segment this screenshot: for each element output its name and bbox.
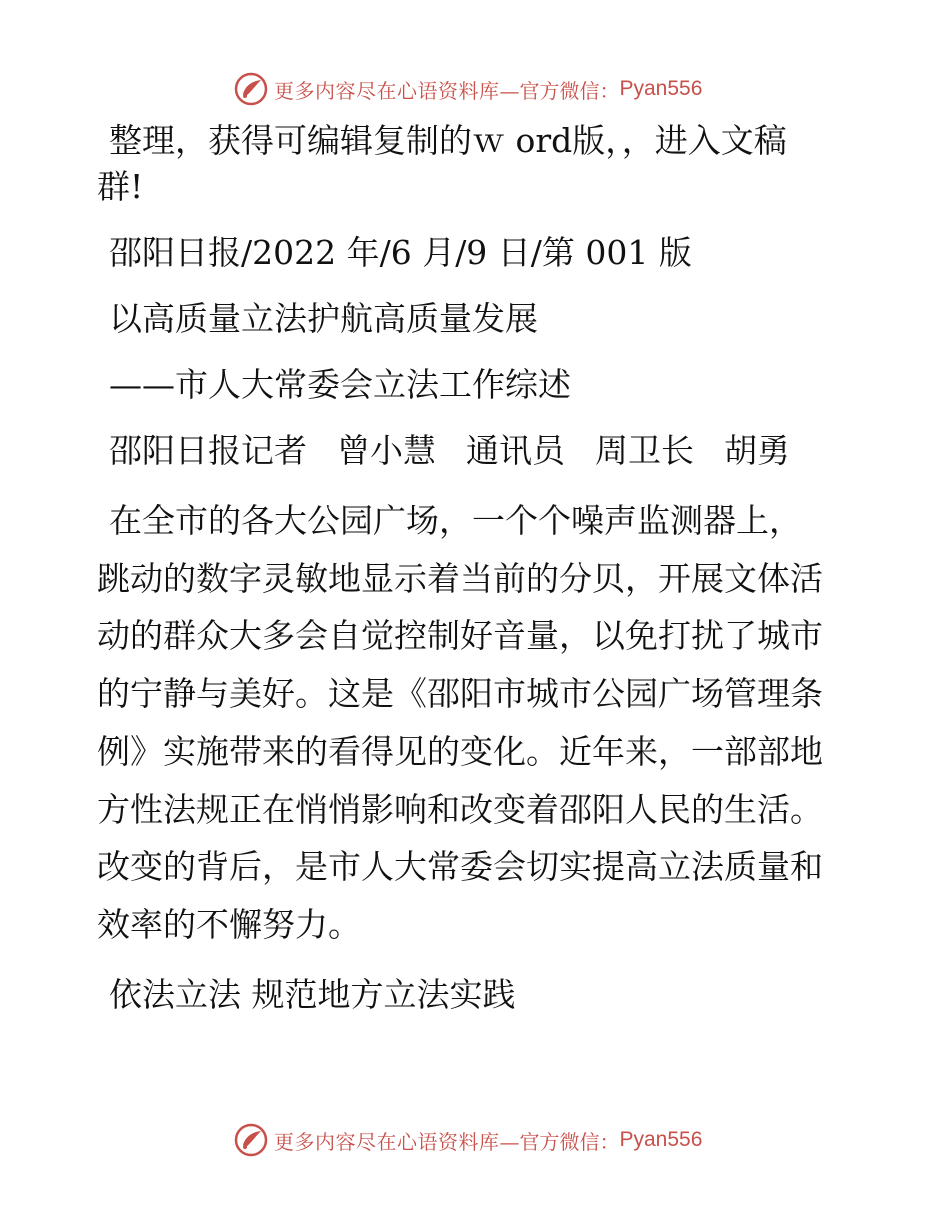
intro-line-2: 群! bbox=[97, 167, 144, 206]
footer-banner bbox=[234, 1123, 702, 1157]
document-body bbox=[97, 118, 857, 1018]
section-heading: 依法立法 规范地方立法实践 bbox=[109, 974, 516, 1014]
logo-icon bbox=[234, 1123, 268, 1157]
banner-text: 更多内容尽在心语资料库 bbox=[274, 78, 500, 103]
body-line: 跳动的数字灵敏地显示着当前的分贝，开展文体活 bbox=[97, 558, 823, 598]
banner-separator: —官方微信： bbox=[499, 78, 620, 103]
body-line: 的宁静与美好。这是《邵阳市城市公园广场管理条 bbox=[97, 674, 823, 714]
byline bbox=[97, 428, 857, 474]
intro-line-1: 整理，获得可编辑复制的ｗ ord版，，进入文稿 bbox=[109, 121, 787, 160]
body-line: 方性法规正在悄悄影响和改变着邵阳人民的生活。 bbox=[97, 789, 823, 829]
byline-reporter: 曾小慧 bbox=[337, 431, 436, 470]
body-line: 效率的不懈努力。 bbox=[97, 904, 361, 944]
headline: 以高质量立法护航高质量发展 bbox=[109, 299, 538, 338]
source-line: 邵阳日报/2022 年/6 月/9 日/第 001 版 bbox=[109, 233, 692, 272]
body-line: 动的群众大多会自觉控制好音量，以免打扰了城市 bbox=[97, 616, 823, 656]
subheadline: ——市人大常委会立法工作综述 bbox=[109, 365, 571, 404]
byline-correspondent-2: 胡勇 bbox=[724, 431, 790, 470]
body-line: 在全市的各大公园广场，一个个噪声监测器上， bbox=[109, 501, 802, 540]
byline-role: 通讯员 bbox=[466, 431, 565, 470]
body-line: 例》实施带来的看得见的变化。近年来，一部部地 bbox=[97, 731, 823, 771]
banner-wechat-id: Pyan556 bbox=[619, 1128, 703, 1151]
header-banner bbox=[234, 72, 702, 106]
banner-wechat-id: Pyan556 bbox=[619, 77, 703, 100]
logo-icon bbox=[234, 72, 268, 106]
byline-correspondent-1: 周卫长 bbox=[595, 431, 694, 470]
banner-text: 更多内容尽在心语资料库 bbox=[274, 1129, 500, 1154]
byline-label: 邵阳日报记者 bbox=[109, 431, 307, 470]
body-line: 改变的背后，是市人大常委会切实提高立法质量和 bbox=[97, 847, 823, 887]
banner-separator: —官方微信： bbox=[499, 1129, 620, 1154]
body-paragraph bbox=[97, 492, 857, 954]
